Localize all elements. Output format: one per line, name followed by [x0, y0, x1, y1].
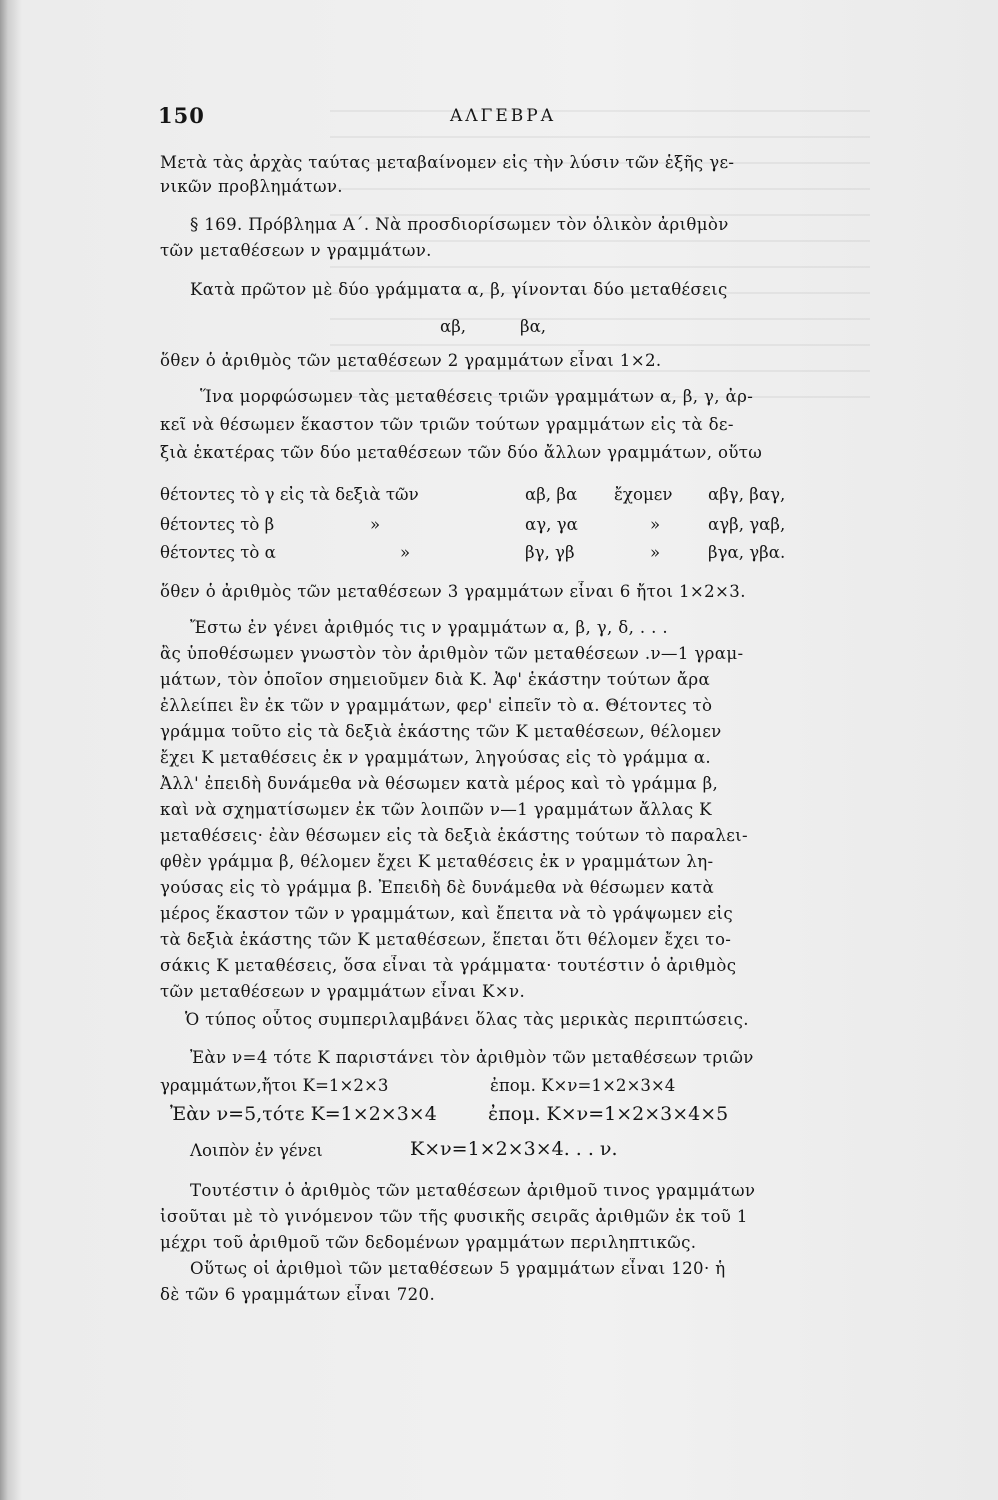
table-cell: αγβ, γαβ,	[708, 515, 786, 534]
text-line: Ὁ τύπος οὗτος συμπεριλαμβάνει ὅλας τὰς μερικὰς περιπτώσεις.	[185, 1010, 749, 1029]
running-head: ΑΛΓΕΒΡΑ	[450, 106, 556, 126]
text-line: Κατὰ πρῶτον μὲ δύο γράμματα α, β, γίνονται δύο μεταθέσεις	[190, 280, 728, 299]
ditto-mark: »	[370, 515, 381, 534]
text-line: ὅθεν ὁ ἀριθμὸς τῶν μεταθέσεων 3 γραμμάτων εἶναι 6 ἤτοι 1×2×3.	[160, 582, 746, 601]
problem-heading: § 169. Πρόβλημα Α΄. Νὰ προσδιορίσωμεν τὸν ὁλικὸν ἀριθμὸν	[190, 215, 729, 234]
text-line: ἰσοῦται μὲ τὸ γινόμενον τῶν τῆς φυσικῆς σειρᾶς ἀριθμῶν ἐκ τοῦ 1	[160, 1207, 748, 1226]
text-line: Ἀλλ' ἐπειδὴ δυνάμεθα νὰ θέσωμεν κατὰ μέρος καὶ τὸ γράμμα β,	[160, 774, 719, 793]
table-cell: αβ, βα	[525, 485, 578, 504]
table-cell: ἔχομεν	[614, 485, 673, 504]
text-line: ἔχει Κ μεταθέσεις ἐκ ν γραμμάτων, ληγούσας εἰς τὸ γράμμα α.	[160, 748, 712, 767]
formula: Κ×ν=1×2×3×4. . . ν.	[410, 1138, 618, 1160]
text-line: Μετὰ τὰς ἀρχὰς ταύτας μεταβαίνομεν εἰς τὴν λύσιν τῶν ἑξῆς γε-	[160, 153, 735, 172]
text-line: Ἐὰν ν=4 τότε Κ παριστάνει τὸν ἀριθμὸν τῶν μεταθέσεων τριῶν	[190, 1048, 754, 1067]
text-line: κεῖ νὰ θέσωμεν ἕκαστον τῶν τριῶν τούτων γραμμάτων εἰς τὰ δε-	[160, 415, 734, 434]
table-cell: θέτοντες τὸ α	[160, 543, 276, 562]
text-line: τῶν μεταθέσεων ν γραμμάτων.	[160, 241, 432, 260]
permutation: αβ,	[440, 317, 467, 336]
text-line: γράμμα τοῦτο εἰς τὰ δεξιὰ ἑκάστης τῶν Κ μεταθέσεων, θέλομεν	[160, 722, 722, 741]
text-line: ἂς ὑποθέσωμεν γνωστὸν τὸν ἀριθμὸν τῶν μεταθέσεων .ν—1 γραμ-	[160, 644, 744, 663]
text-line: δὲ τῶν 6 γραμμάτων εἶναι 720.	[160, 1285, 436, 1304]
text-line: μάτων, τὸν ὁποῖον σημειοῦμεν διὰ Κ. Ἀφ' ἑκάστην τούτων ἄρα	[160, 670, 711, 689]
formula: ἐπομ. Κ×ν=1×2×3×4×5	[488, 1103, 729, 1125]
text-line: ξιὰ ἑκατέρας τῶν δύο μεταθέσεων τῶν δύο ἄλλων γραμμάτων, οὕτω	[160, 443, 763, 462]
table-cell: βγα, γβα.	[708, 543, 786, 562]
text-line: μέχρι τοῦ ἀριθμοῦ τῶν δεδομένων γραμμάτων περιληπτικῶς.	[160, 1233, 697, 1252]
text-line: ὅθεν ὁ ἀριθμὸς τῶν μεταθέσεων 2 γραμμάτων εἶναι 1×2.	[160, 351, 662, 370]
formula-line: τῶν μεταθέσεων ν γραμμάτων εἶναι Κ×ν.	[160, 982, 526, 1001]
text-line: Οὕτως οἱ ἀριθμοὶ τῶν μεταθέσεων 5 γραμμάτων εἶναι 120· ἡ	[190, 1259, 726, 1278]
ditto-mark: »	[400, 543, 411, 562]
text-line: νικῶν προβλημάτων.	[160, 177, 343, 196]
text-line: Ἔστω ἐν γένει ἀριθμός τις ν γραμμάτων α, β, γ, δ, . . .	[190, 618, 668, 637]
table-cell: αγ, γα	[525, 515, 578, 534]
permutation: βα,	[520, 317, 547, 336]
text-line: τὰ δεξιὰ ἑκάστης τῶν Κ μεταθέσεων, ἕπεται ὅτι θέλομεν ἔχει το-	[160, 930, 732, 949]
text-line: φθὲν γράμμα β, θέλομεν ἔχει Κ μεταθέσεις ἐκ ν γραμμάτων λη-	[160, 852, 714, 871]
table-cell: βγ, γβ	[525, 543, 575, 562]
table-cell: θέτοντες τὸ γ εἰς τὰ δεξιὰ τῶν	[160, 485, 419, 504]
text-line: γούσας εἰς τὸ γράμμα β. Ἐπειδὴ δὲ δυνάμεθα νὰ θέσωμεν κατὰ	[160, 878, 715, 897]
text-line: Ἵνα μορφώσωμεν τὰς μεταθέσεις τριῶν γραμμάτων α, β, γ, ἀρ-	[200, 387, 754, 406]
page-number: 150	[158, 103, 205, 128]
formula-label: Λοιπὸν ἐν γένει	[190, 1141, 323, 1160]
formula: Ἐὰν ν=5,τότε Κ=1×2×3×4	[170, 1103, 437, 1125]
text-line: σάκις Κ μεταθέσεις, ὅσα εἶναι τὰ γράμματα· τουτέστιν ὁ ἀριθμὸς	[160, 956, 737, 975]
text-line: μεταθέσεις· ἐὰν θέσωμεν εἰς τὰ δεξιὰ ἑκάστης τούτων τὸ παραλει-	[160, 826, 748, 845]
ditto-mark: »	[650, 543, 661, 562]
ditto-mark: »	[650, 515, 661, 534]
text-line: Τουτέστιν ὁ ἀριθμὸς τῶν μεταθέσεων ἀριθμοῦ τινος γραμμάτων	[190, 1181, 756, 1200]
table-cell: θέτοντες τὸ β	[160, 515, 275, 534]
table-cell: αβγ, βαγ,	[708, 485, 786, 504]
text-line: καὶ νὰ σχηματίσωμεν ἐκ τῶν λοιπῶν ν—1 γραμμάτων ἄλλας Κ	[160, 800, 712, 819]
text-line: μέρος ἕκαστον τῶν ν γραμμάτων, καὶ ἔπειτα νὰ τὸ γράψωμεν εἰς	[160, 904, 733, 923]
formula: ἐπομ. Κ×ν=1×2×3×4	[490, 1076, 676, 1095]
formula: γραμμάτων,ἤτοι Κ=1×2×3	[160, 1076, 389, 1095]
text-line: ἐλλείπει ἓν ἐκ τῶν ν γραμμάτων, φερ' εἰπεῖν τὸ α. Θέτοντες τὸ	[160, 696, 713, 715]
